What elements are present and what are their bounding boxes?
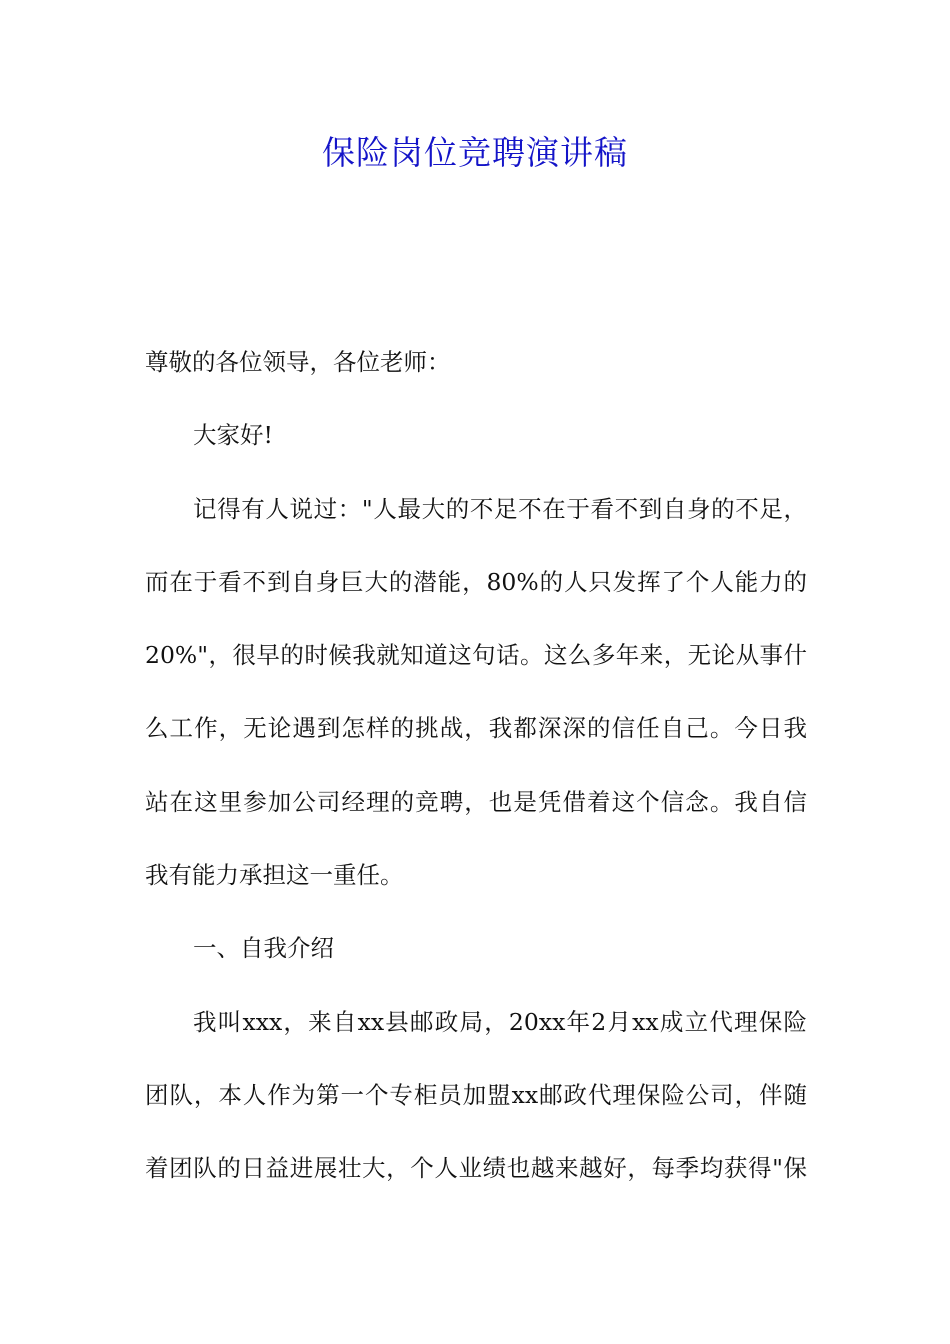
- paragraph-line: 记得有人说过："人最大的不足不在于看不到自身的不足，: [193, 494, 807, 523]
- paragraph-line: 站在这里参加公司经理的竞聘，也是凭借着这个信念。我自信: [145, 787, 807, 816]
- greeting-line: 大家好!: [193, 421, 273, 450]
- section-heading: 一、自我介绍: [193, 934, 334, 963]
- salutation-line: 尊敬的各位领导，各位老师：: [145, 348, 451, 376]
- paragraph-line: 而在于看不到自身巨大的潜能，80%的人只发挥了个人能力的: [145, 567, 807, 596]
- paragraph-line: 我叫xxx，来自xx县邮政局，20xx年2月xx成立代理保险: [193, 1007, 807, 1036]
- document-body: [145, 336, 807, 1216]
- paragraph-line: 么工作，无论遇到怎样的挑战，我都深深的信任自己。今日我: [145, 714, 807, 743]
- paragraph-line: 我有能力承担这一重任。: [145, 861, 404, 890]
- paragraph-line: 团队，本人作为第一个专柜员加盟xx邮政代理保险公司，伴随: [145, 1080, 807, 1109]
- paragraph-line: 20%"，很早的时候我就知道这句话。这么多年来，无论从事什: [145, 641, 807, 670]
- paragraph-line: 着团队的日益进展壮大，个人业绩也越来越好，每季均获得"保: [145, 1154, 807, 1183]
- document-title: 保险岗位竞聘演讲稿: [322, 133, 628, 172]
